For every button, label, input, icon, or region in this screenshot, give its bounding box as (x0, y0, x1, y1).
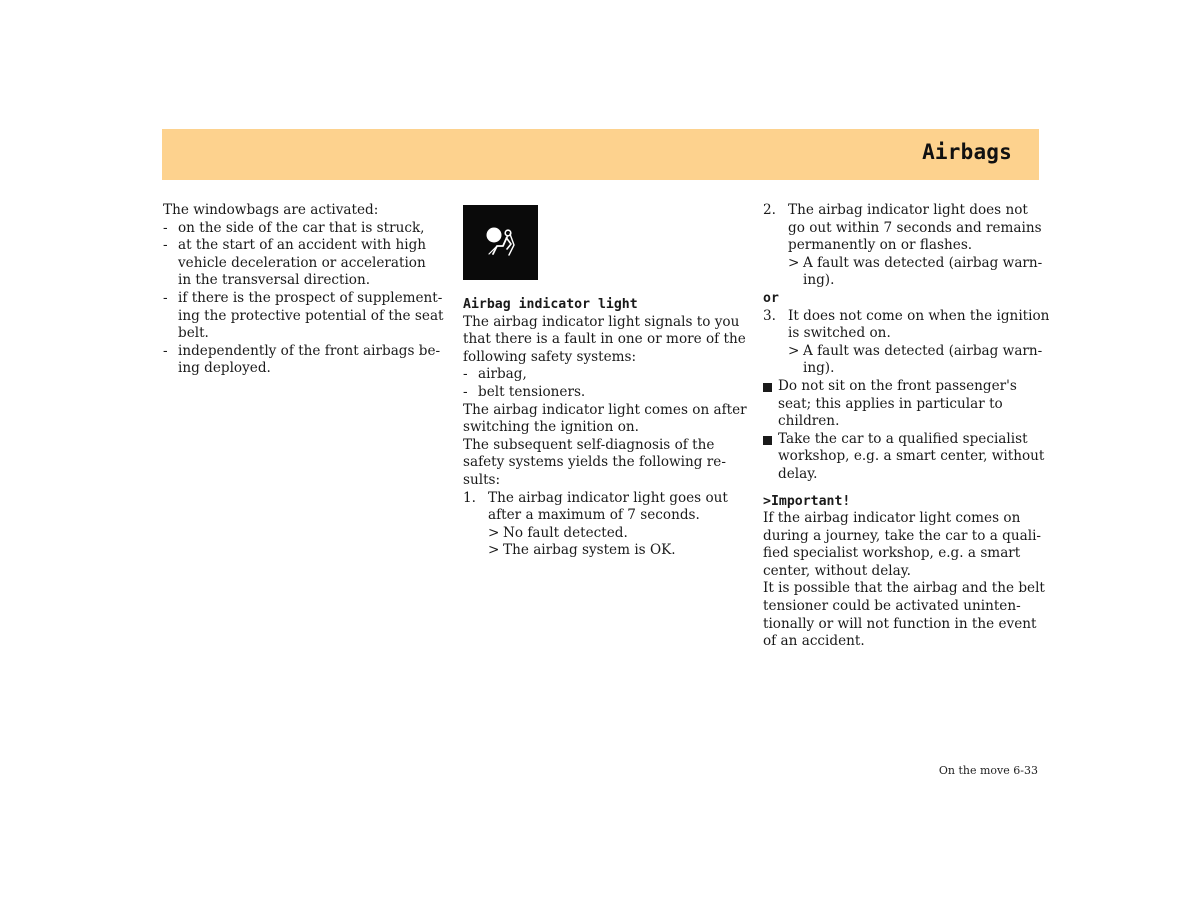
result-line: ing). (803, 272, 835, 289)
list-item-line: in the transversal direction. (178, 272, 371, 289)
result-marker: > (788, 342, 800, 359)
paragraph-line: sults: (463, 471, 501, 488)
step-line: after a maximum of 7 seconds. (488, 507, 700, 524)
step-number: 1. (463, 489, 476, 506)
paragraph-line: that there is a fault in one or more of the (463, 331, 746, 348)
important-heading: >Important! (763, 493, 851, 509)
paragraph-line: It is possible that the airbag and the belt (763, 580, 1045, 597)
list-item-line: ing deployed. (178, 360, 271, 377)
square-bullet-icon (763, 383, 772, 392)
list-item-line: independently of the front airbags be- (178, 342, 441, 359)
bullet-line: seat; this applies in particular to (778, 395, 1003, 412)
list-marker: - (163, 237, 168, 254)
list-item (163, 343, 448, 378)
paragraph-line: tensioner could be activated uninten- (763, 598, 1021, 615)
square-bullet-icon (763, 436, 772, 445)
step-item (763, 202, 1048, 290)
warning-bullet (763, 431, 1048, 484)
paragraph-line: The airbag indicator light signals to you (463, 313, 740, 330)
step-number: 3. (763, 307, 776, 324)
paragraph-line: safety systems yields the following re- (463, 454, 726, 471)
result-line: ing). (803, 360, 835, 377)
list-item-line: vehicle deceleration or acceleration (178, 254, 426, 271)
paragraph-line: of an accident. (763, 633, 865, 650)
bullet-line: Do not sit on the front passenger's (778, 377, 1017, 394)
result-line: A fault was detected (airbag warn- (803, 342, 1043, 359)
step-line: go out within 7 seconds and remains (788, 219, 1042, 236)
column-windowbags (163, 202, 448, 378)
page-title: Airbags (922, 140, 1012, 164)
bullet-line: children. (778, 413, 840, 430)
step-line: The airbag indicator light goes out (488, 489, 728, 506)
step-line: The airbag indicator light does not (788, 202, 1028, 218)
step-line: is switched on. (788, 325, 891, 342)
list-item (163, 220, 448, 238)
paragraph-line: during a journey, take the car to a quali- (763, 527, 1042, 544)
list-item-line: at the start of an accident with high (178, 237, 427, 254)
list-marker: - (163, 342, 168, 359)
indicator-heading: Airbag indicator light (463, 297, 638, 312)
bullet-line: workshop, e.g. a smart center, without (778, 448, 1045, 465)
list-marker: - (463, 366, 468, 383)
paragraph-line: fied specialist workshop, e.g. a smart (763, 545, 1021, 562)
paragraph-line: tionally or will not function in the event (763, 615, 1037, 632)
result-marker: > (488, 524, 500, 541)
list-marker: - (463, 383, 468, 400)
list-item (163, 290, 448, 343)
step-line: It does not come on when the ignition (788, 307, 1050, 324)
list-item-line: airbag, (478, 366, 527, 383)
bullet-line: delay. (778, 465, 818, 482)
result-line: A fault was detected (airbag warn- (803, 254, 1043, 271)
result-marker: > (788, 254, 800, 271)
list-item-line: ing the protective potential of the seat (178, 307, 444, 324)
paragraph-line: The airbag indicator light comes on after (463, 401, 747, 418)
column-indicator-light (463, 202, 748, 560)
step-item (763, 308, 1048, 378)
paragraph-line: center, without delay. (763, 562, 911, 579)
paragraph-line: The subsequent self-diagnosis of the (463, 436, 715, 453)
or-label: or (763, 290, 779, 306)
list-item-line: on the side of the car that is struck, (178, 219, 425, 236)
paragraph-line: following safety systems: (463, 348, 637, 365)
list-item (163, 237, 448, 290)
list-item-line: belt tensioners. (478, 383, 586, 400)
paragraph-line: If the airbag indicator light comes on (763, 510, 1021, 527)
step-number: 2. (763, 202, 776, 218)
step-item (463, 490, 748, 560)
bullet-line: Take the car to a qualified specialist (778, 430, 1028, 447)
column-diagnosis-results (763, 202, 1048, 651)
list-item-line: if there is the prospect of supplement- (178, 289, 443, 306)
step-line: permanently on or flashes. (788, 237, 973, 254)
list-marker: - (163, 289, 168, 306)
result-marker: > (488, 542, 500, 559)
windowbags-intro: The windowbags are activated: (163, 202, 379, 218)
list-marker: - (163, 219, 168, 236)
result-item (788, 343, 1048, 378)
warning-bullet (763, 378, 1048, 431)
airbag-indicator-icon (463, 205, 538, 280)
airbag-person-icon (483, 225, 519, 261)
page-footer: On the move 6-33 (938, 764, 1038, 777)
paragraph-line: switching the ignition on. (463, 419, 639, 436)
list-item-line: belt. (178, 325, 209, 342)
result-item (488, 525, 748, 543)
list-item (463, 384, 748, 402)
result-line: No fault detected. (503, 524, 628, 541)
result-item (488, 542, 748, 560)
list-item (463, 366, 748, 384)
result-item (788, 255, 1048, 290)
header-band (162, 129, 1039, 180)
result-line: The airbag system is OK. (503, 542, 676, 559)
